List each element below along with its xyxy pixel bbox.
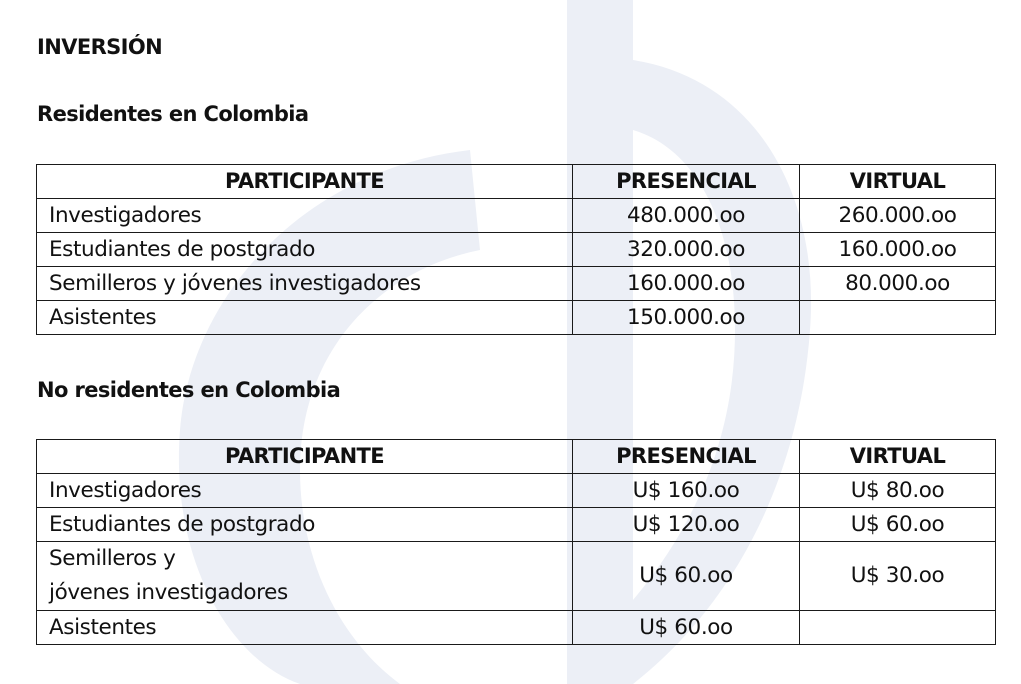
table-row	[37, 474, 996, 508]
column-header-presencial: PRESENCIAL	[573, 165, 800, 199]
virtual-cell: U$ 80.oo	[800, 474, 996, 508]
presencial-cell: U$ 160.oo	[573, 474, 800, 508]
table-row	[37, 542, 996, 611]
virtual-cell: 160.000.oo	[800, 233, 996, 267]
table-header-row	[37, 440, 996, 474]
table-row	[37, 267, 996, 301]
presencial-cell: 150.000.oo	[573, 301, 800, 335]
participant-cell	[37, 542, 573, 611]
participant-cell: Estudiantes de postgrado	[37, 233, 573, 267]
presencial-cell: 160.000.oo	[573, 267, 800, 301]
table-row	[37, 233, 996, 267]
table-row	[37, 301, 996, 335]
column-header-participante: PARTICIPANTE	[37, 440, 573, 474]
virtual-cell: U$ 60.oo	[800, 508, 996, 542]
table-header-row	[37, 165, 996, 199]
page-title: INVERSIÓN	[37, 35, 163, 59]
presencial-cell: U$ 60.oo	[573, 611, 800, 645]
residents-fee-table	[36, 164, 996, 335]
column-header-participante: PARTICIPANTE	[37, 165, 573, 199]
participant-cell: Estudiantes de postgrado	[37, 508, 573, 542]
virtual-cell: 260.000.oo	[800, 199, 996, 233]
participant-cell: Investigadores	[37, 474, 573, 508]
column-header-virtual: VIRTUAL	[800, 165, 996, 199]
non-residents-heading: No residentes en Colombia	[37, 378, 341, 402]
presencial-cell: 320.000.oo	[573, 233, 800, 267]
column-header-virtual: VIRTUAL	[800, 440, 996, 474]
presencial-cell: U$ 120.oo	[573, 508, 800, 542]
virtual-cell: U$ 30.oo	[800, 542, 996, 611]
presencial-cell: U$ 60.oo	[573, 542, 800, 611]
residents-heading: Residentes en Colombia	[37, 102, 309, 126]
presencial-cell: 480.000.oo	[573, 199, 800, 233]
virtual-cell	[800, 611, 996, 645]
participant-cell: Asistentes	[37, 611, 573, 645]
table-row	[37, 611, 996, 645]
participant-cell: Asistentes	[37, 301, 573, 335]
participant-line-1: Semilleros y	[49, 546, 176, 571]
virtual-cell: 80.000.oo	[800, 267, 996, 301]
column-header-presencial: PRESENCIAL	[573, 440, 800, 474]
participant-cell: Investigadores	[37, 199, 573, 233]
virtual-cell	[800, 301, 996, 335]
participant-cell: Semilleros y jóvenes investigadores	[37, 267, 573, 301]
non-residents-fee-table	[36, 439, 996, 645]
table-row	[37, 508, 996, 542]
table-row	[37, 199, 996, 233]
participant-line-2: jóvenes investigadores	[49, 580, 288, 605]
